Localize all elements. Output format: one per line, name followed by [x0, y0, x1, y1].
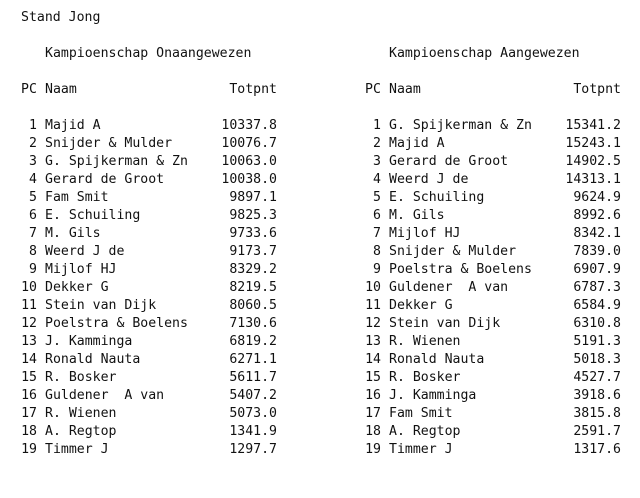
points-cell: 5611.7 [229, 370, 277, 385]
name-cell: Weerd J de [45, 244, 125, 259]
name-cell: R. Wienen [45, 406, 117, 421]
column-header-pc: PC [21, 82, 37, 97]
column-header-pc: PC [365, 82, 381, 97]
name-cell: Mijlof HJ [45, 262, 117, 277]
points-cell: 1341.9 [229, 424, 277, 439]
name-cell: Stein van Dijk [389, 316, 501, 331]
points-cell: 3918.6 [573, 388, 621, 403]
rank-cell: 9 [373, 262, 381, 277]
rank-cell: 10 [21, 280, 37, 295]
points-cell: 9897.1 [229, 190, 277, 205]
points-cell: 5018.3 [573, 352, 621, 367]
column-header-totpnt: Totpnt [229, 82, 277, 97]
name-cell: M. Gils [45, 226, 101, 241]
rank-cell: 13 [365, 334, 381, 349]
points-cell: 1317.6 [573, 442, 621, 457]
name-cell: Stein van Dijk [45, 298, 157, 313]
name-cell: G. Spijkerman & Zn [389, 118, 532, 133]
rank-cell: 11 [365, 298, 381, 313]
name-cell: Timmer J [389, 442, 453, 457]
rank-cell: 2 [29, 136, 37, 151]
points-cell: 3815.8 [573, 406, 621, 421]
name-cell: Poelstra & Boelens [45, 316, 188, 331]
points-cell: 6787.3 [573, 280, 621, 295]
rank-cell: 17 [21, 406, 37, 421]
page-title: Stand Jong [21, 10, 101, 25]
name-cell: Fam Smit [45, 190, 109, 205]
points-cell: 6819.2 [229, 334, 277, 349]
name-cell: Ronald Nauta [45, 352, 141, 367]
points-cell: 9624.9 [573, 190, 621, 205]
points-cell: 8060.5 [229, 298, 277, 313]
points-cell: 6907.9 [573, 262, 621, 277]
column-header-naam: Naam [45, 82, 77, 97]
rank-cell: 14 [21, 352, 37, 367]
points-cell: 5407.2 [229, 388, 277, 403]
points-cell: 6584.9 [573, 298, 621, 313]
rank-cell: 7 [373, 226, 381, 241]
name-cell: Poelstra & Boelens [389, 262, 532, 277]
column-header-naam: Naam [389, 82, 421, 97]
rank-cell: 15 [365, 370, 381, 385]
points-cell: 2591.7 [573, 424, 621, 439]
name-cell: Dekker G [45, 280, 109, 295]
points-cell: 8329.2 [229, 262, 277, 277]
name-cell: E. Schuiling [45, 208, 141, 223]
rank-cell: 16 [21, 388, 37, 403]
name-cell: A. Regtop [45, 424, 117, 439]
name-cell: Gerard de Groot [45, 172, 165, 187]
rank-cell: 17 [365, 406, 381, 421]
points-cell: 9733.6 [229, 226, 277, 241]
points-cell: 7130.6 [229, 316, 277, 331]
name-cell: M. Gils [389, 208, 445, 223]
points-cell: 15243.1 [565, 136, 621, 151]
rank-cell: 6 [373, 208, 381, 223]
name-cell: R. Bosker [45, 370, 117, 385]
name-cell: Mijlof HJ [389, 226, 461, 241]
rank-cell: 16 [365, 388, 381, 403]
points-cell: 14902.5 [565, 154, 621, 169]
name-cell: J. Kamminga [45, 334, 133, 349]
rank-cell: 5 [29, 190, 37, 205]
rank-cell: 18 [365, 424, 381, 439]
rank-cell: 4 [29, 172, 37, 187]
name-cell: R. Bosker [389, 370, 461, 385]
name-cell: Snijder & Mulder [45, 136, 173, 151]
rank-cell: 5 [373, 190, 381, 205]
name-cell: Weerd J de [389, 172, 469, 187]
name-cell: E. Schuiling [389, 190, 485, 205]
name-cell: Snijder & Mulder [389, 244, 517, 259]
name-cell: G. Spijkerman & Zn [45, 154, 188, 169]
points-cell: 6271.1 [229, 352, 277, 367]
rank-cell: 15 [21, 370, 37, 385]
points-cell: 9173.7 [229, 244, 277, 259]
name-cell: J. Kamminga [389, 388, 477, 403]
name-cell: Gerard de Groot [389, 154, 509, 169]
points-cell: 14313.1 [565, 172, 621, 187]
name-cell: Majid A [389, 136, 445, 151]
points-cell: 1297.7 [229, 442, 277, 457]
name-cell: R. Wienen [389, 334, 461, 349]
rank-cell: 19 [21, 442, 37, 457]
points-cell: 5191.3 [573, 334, 621, 349]
rank-cell: 9 [29, 262, 37, 277]
points-cell: 15341.2 [565, 118, 621, 133]
name-cell: Guldener A van [389, 280, 509, 295]
rank-cell: 6 [29, 208, 37, 223]
rank-cell: 4 [373, 172, 381, 187]
rank-cell: 12 [21, 316, 37, 331]
rank-cell: 1 [29, 118, 37, 133]
name-cell: Majid A [45, 118, 101, 133]
section-title-aangewezen: Kampioenschap Aangewezen [389, 46, 580, 61]
name-cell: A. Regtop [389, 424, 461, 439]
rank-cell: 11 [21, 298, 37, 313]
rank-cell: 8 [29, 244, 37, 259]
points-cell: 10063.0 [221, 154, 277, 169]
name-cell: Fam Smit [389, 406, 453, 421]
name-cell: Timmer J [45, 442, 109, 457]
name-cell: Ronald Nauta [389, 352, 485, 367]
points-cell: 8992.6 [573, 208, 621, 223]
points-cell: 8342.1 [573, 226, 621, 241]
points-cell: 9825.3 [229, 208, 277, 223]
points-cell: 5073.0 [229, 406, 277, 421]
rank-cell: 3 [29, 154, 37, 169]
rank-cell: 12 [365, 316, 381, 331]
points-cell: 8219.5 [229, 280, 277, 295]
rank-cell: 3 [373, 154, 381, 169]
rank-cell: 14 [365, 352, 381, 367]
rank-cell: 7 [29, 226, 37, 241]
points-cell: 7839.0 [573, 244, 621, 259]
points-cell: 10038.0 [221, 172, 277, 187]
points-cell: 6310.8 [573, 316, 621, 331]
points-cell: 10076.7 [221, 136, 277, 151]
rank-cell: 1 [373, 118, 381, 133]
column-header-totpnt: Totpnt [573, 82, 621, 97]
points-cell: 10337.8 [221, 118, 277, 133]
name-cell: Dekker G [389, 298, 453, 313]
rank-cell: 19 [365, 442, 381, 457]
rank-cell: 10 [365, 280, 381, 295]
section-title-onaangewezen: Kampioenschap Onaangewezen [45, 46, 252, 61]
points-cell: 4527.7 [573, 370, 621, 385]
rank-cell: 2 [373, 136, 381, 151]
rank-cell: 18 [21, 424, 37, 439]
rank-cell: 8 [373, 244, 381, 259]
rank-cell: 13 [21, 334, 37, 349]
name-cell: Guldener A van [45, 388, 165, 403]
